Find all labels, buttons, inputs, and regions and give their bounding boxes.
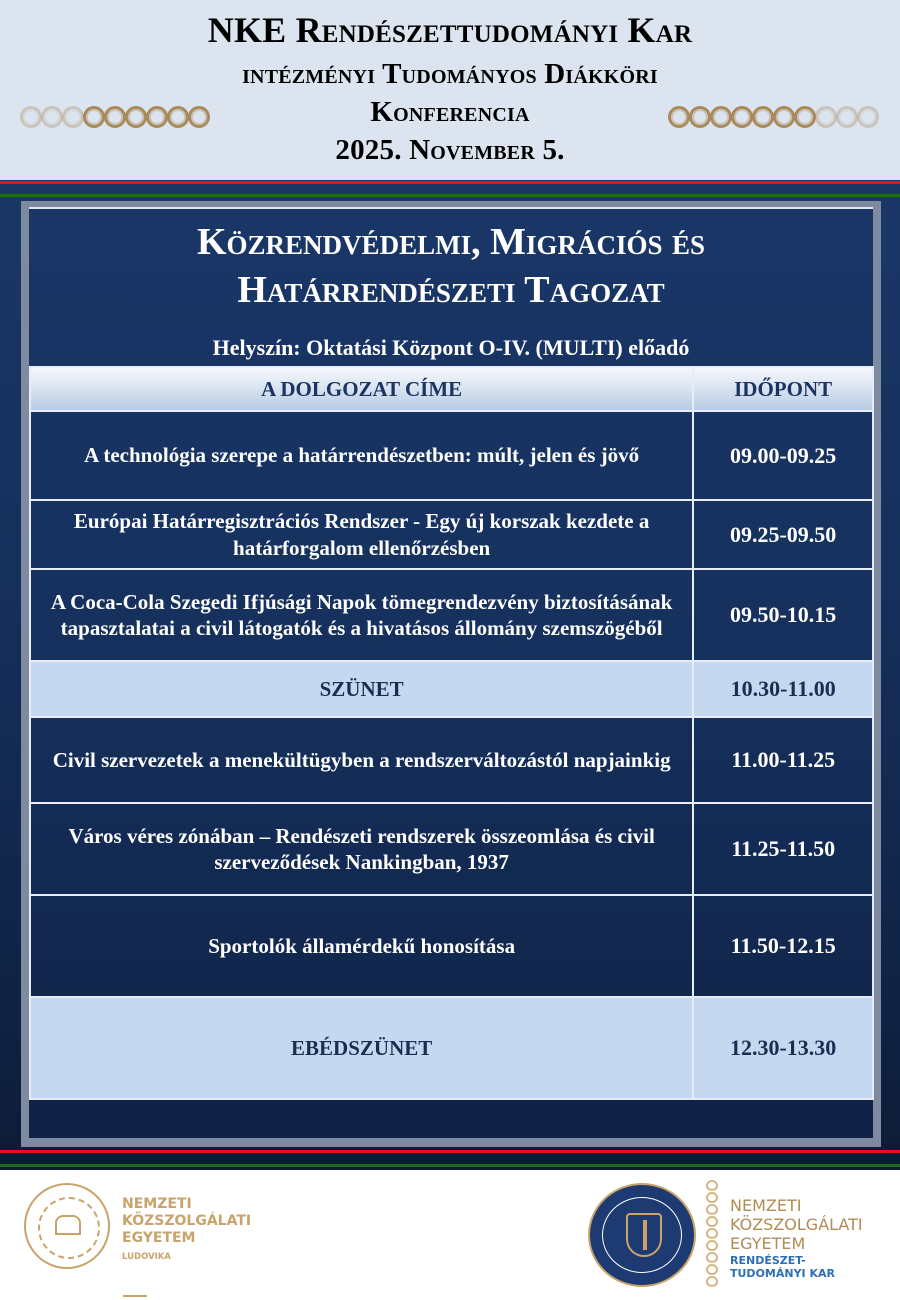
logo-text-line: NEMZETI [730, 1196, 802, 1215]
talk-time: 11.50-12.15 [693, 895, 873, 997]
stripe-green-top [0, 194, 900, 197]
schedule-frame [21, 201, 881, 1147]
table-row [30, 500, 873, 569]
talk-time: 11.00-11.25 [693, 717, 873, 803]
ornament-chain-vertical-icon [706, 1180, 720, 1290]
talk-time: 09.25-09.50 [693, 500, 873, 569]
table-header-row [30, 367, 873, 411]
table-row [30, 803, 873, 895]
schedule-panel [29, 207, 873, 1138]
talk-title: Sportolók államérdekű honosítása [30, 895, 693, 997]
schedule-table [29, 366, 874, 1100]
logo-text-line: KÖZSZOLGÁLATI [730, 1215, 863, 1234]
logo-text-line: EGYETEM [122, 1230, 196, 1246]
talk-title: A Coca-Cola Szegedi Ifjúsági Napok tömegrendezvény biztosításának tapasztalatai a civil látogatók és a hivatásos állomány szemszögéből [30, 569, 693, 661]
shield-icon [626, 1213, 662, 1257]
break-time: 10.30-11.00 [693, 661, 873, 717]
break-time: 12.30-13.30 [693, 997, 873, 1099]
table-row [30, 569, 873, 661]
break-row [30, 997, 873, 1099]
crown-icon [55, 1215, 81, 1235]
header [0, 0, 900, 180]
break-row [30, 661, 873, 717]
nke-ludovika-wordmark [122, 1196, 251, 1262]
table-row [30, 717, 873, 803]
column-header-time: IDŐPONT [693, 367, 873, 411]
logo-subtext: RENDÉSZET- [730, 1254, 806, 1267]
talk-time: 09.50-10.15 [693, 569, 873, 661]
logo-text-line: EGYETEM [730, 1234, 806, 1253]
talk-time: 11.25-11.50 [693, 803, 873, 895]
logo-subtext: LUDOVIKA [122, 1252, 171, 1262]
nke-ludovika-emblem-icon [24, 1183, 110, 1269]
table-row [30, 411, 873, 500]
break-label: EBÉDSZÜNET [30, 997, 693, 1099]
stripe-green-bottom [0, 1164, 900, 1167]
talk-title: Civil szervezetek a menekültügyben a rendszerváltozástól napjainkig [30, 717, 693, 803]
talk-time: 09.00-09.25 [693, 411, 873, 500]
logo-text-line: NEMZETI [122, 1196, 192, 1212]
header-title: NKE Rendészettudományi Kar [207, 10, 693, 50]
talk-title: Európai Határregisztrációs Rendszer - Egy új korszak kezdete a határforgalom ellenőrzésben [30, 500, 693, 569]
table-row [30, 895, 873, 997]
logo-subtext: TUDOMÁNYI KAR [730, 1267, 835, 1280]
break-label: SZÜNET [30, 661, 693, 717]
header-conference: Konferencia [370, 96, 530, 128]
nke-rtk-wordmark [730, 1196, 863, 1280]
gold-dash-divider [123, 1295, 147, 1297]
footer [0, 1170, 900, 1300]
stripe-red-bottom [0, 1150, 900, 1153]
header-date: 2025. November 5. [335, 134, 565, 166]
rendeszettudomanyi-kar-seal-icon [588, 1183, 696, 1287]
header-subtitle: intézményi Tudományos Diákköri [242, 58, 658, 90]
divider [29, 207, 873, 209]
location-text: Helyszín: Oktatási Központ O-IV. (MULTI) előadó [212, 335, 690, 360]
section-title-line1: Közrendvédelmi, Migrációs és [196, 221, 705, 263]
column-header-title: A DOLGOZAT CÍME [30, 367, 693, 411]
talk-title: Város véres zónában – Rendészeti rendszerek összeomlása és civil szerveződések Nankingban, 1937 [30, 803, 693, 895]
logo-text-line: KÖZSZOLGÁLATI [122, 1213, 252, 1229]
stripe-red-top [0, 181, 900, 184]
section-title-line2: Határrendészeti Tagozat [237, 269, 665, 311]
talk-title: A technológia szerepe a határrendészetben: múlt, jelen és jövő [30, 411, 693, 500]
